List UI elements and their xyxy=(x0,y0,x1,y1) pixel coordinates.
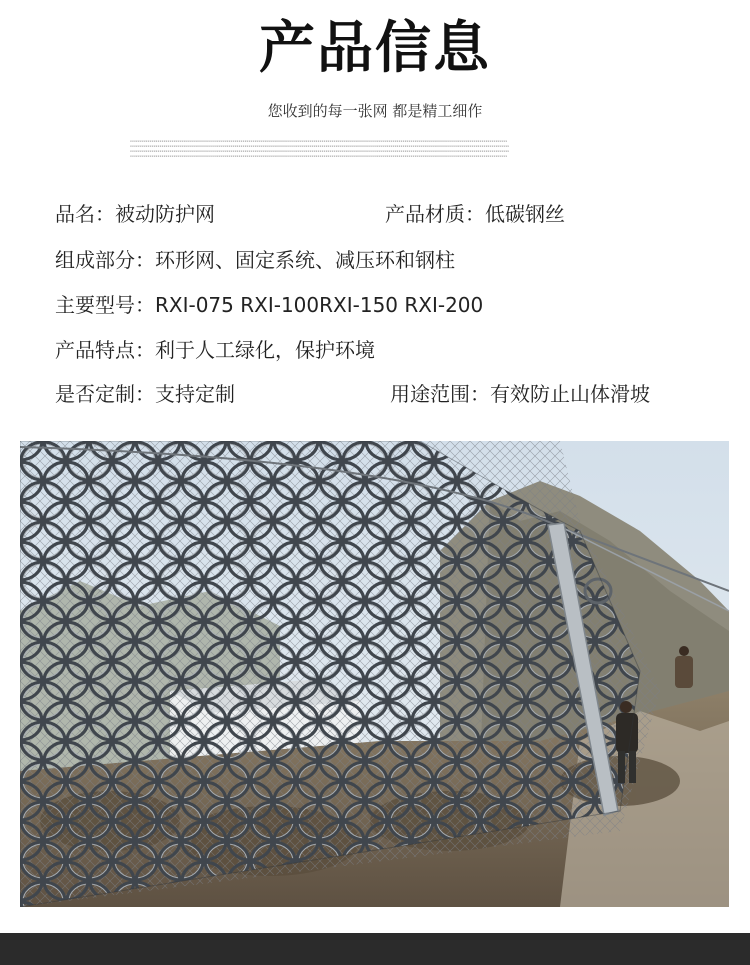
info-usage: 用途范围：有效防止山体滑坡 xyxy=(390,382,650,406)
info-customization: 是否定制：支持定制 xyxy=(55,382,235,406)
footer-bar xyxy=(0,933,750,965)
product-photo xyxy=(20,441,729,907)
fine-print-line: xxxxxxxxxxxxxxxxxxxxxxxxxxxxxxxxxxxxxxxxxxxxxxxxxxxxxxxxxxxxxxxxxxxxxxxxxxxxxxxxxxxxxxxxxxxxxxxxxxxxxxxxxxxxxxxxxxxxxxxxxxxxxxxxxxxxxxxxxxxxxxxxxxxxxxxxxxxxxxxxxxxxxxxxxxxxxxxxxxxxxxxxxxxxxxxx xyxy=(130,144,510,148)
fine-print-block xyxy=(130,139,620,163)
fine-print-line: xxxxxxxxxxxxxxxxxxxxxxxxxxxxxxxxxxxxxxxxxxxxxxxxxxxxxxxxxxxxxxxxxxxxxxxxxxxxxxxxxxxxxxxxxxxxxxxxxxxxxxxxxxxxxxxxxxxxxxxxxxxxxxxxxxxxxxxxxxxxxxxxxxxxxxxxxxxxxxxxxxxxxxxxxxxxxxxxxxxxxxxxxxxxxxxx xyxy=(130,149,510,153)
ring-net-photo-illustration xyxy=(20,441,729,907)
fine-print-line: xxxxxxxxxxxxxxxxxxxxxxxxxxxxxxxxxxxxxxxxxxxxxxxxxxxxxxxxxxxxxxxxxxxxxxxxxxxxxxxxxxxxxxxxxxxxxxxxxxxxxxxxxxxxxxxxxxxxxxxxxxxxxxxxxxxxxxxxxxxxxxxxxxxxxxxxxxxxxxxxxxxxxxxxxxxxxxxxxxxxxxxxxxxxxxx xyxy=(130,154,508,158)
fine-print-line: xxxxxxxxxxxxxxxxxxxxxxxxxxxxxxxxxxxxxxxxxxxxxxxxxxxxxxxxxxxxxxxxxxxxxxxxxxxxxxxxxxxxxxxxxxxxxxxxxxxxxxxxxxxxxxxxxxxxxxxxxxxxxxxxxxxxxxxxxxxxxxxxxxxxxxxxxxxxxxxxxxxxxxxxxxxxxxxxxxxxxxxxxxxxxxx xyxy=(130,139,508,143)
page-title: 产品信息 xyxy=(259,16,491,81)
info-product-name: 品名：被动防护网 xyxy=(55,202,215,226)
page-subtitle: 您收到的每一张网 都是精工细作 xyxy=(267,102,483,120)
info-models: 主要型号：RXI-075 RXI-100RXI-150 RXI-200 xyxy=(55,293,484,317)
info-components: 组成部分：环形网、固定系统、减压环和钢柱 xyxy=(55,248,455,272)
info-features: 产品特点：利于人工绿化，保护环境 xyxy=(55,338,375,362)
info-product-material: 产品材质：低碳钢丝 xyxy=(385,202,565,226)
